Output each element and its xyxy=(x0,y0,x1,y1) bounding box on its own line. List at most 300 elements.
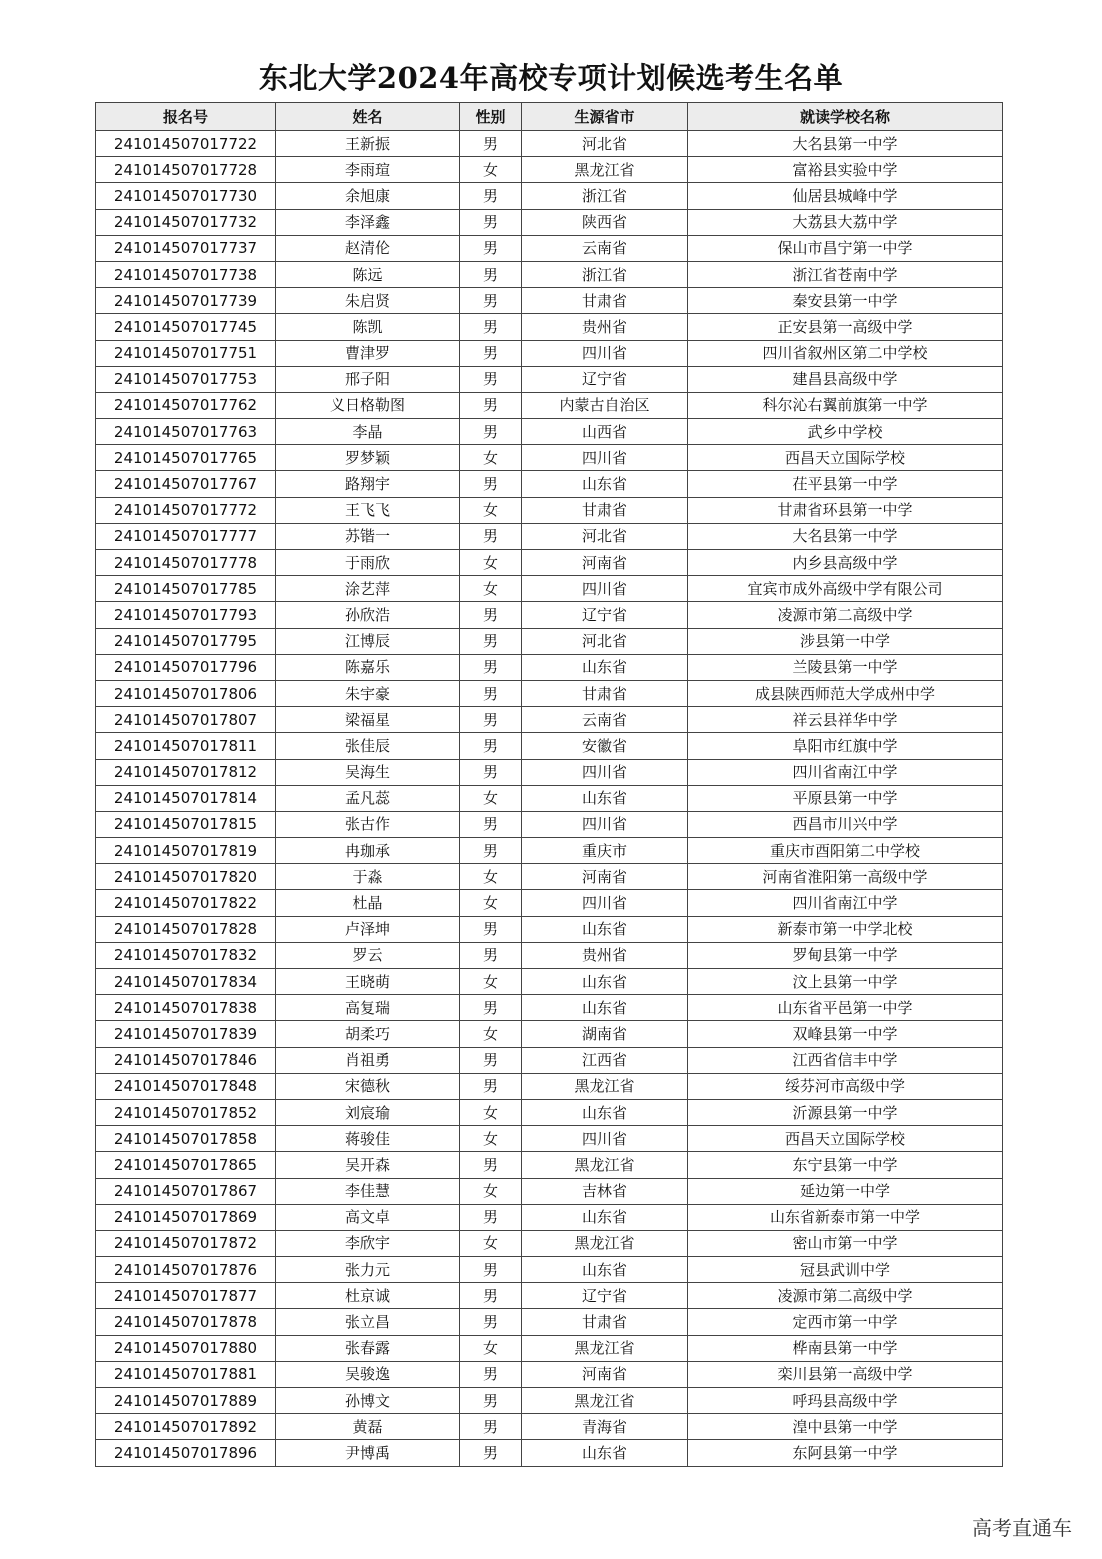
cell-gender: 男 xyxy=(460,209,522,235)
cell-province: 贵州省 xyxy=(522,314,688,340)
cell-province: 江西省 xyxy=(522,1047,688,1073)
cell-gender: 男 xyxy=(460,392,522,418)
cell-school: 江西省信丰中学 xyxy=(688,1047,1003,1073)
table-row xyxy=(96,654,1003,680)
watermark-text: 高考直通车 xyxy=(972,1516,1072,1540)
cell-registration-no: 241014507017881 xyxy=(96,1361,276,1387)
cell-gender: 男 xyxy=(460,471,522,497)
table-row xyxy=(96,497,1003,523)
cell-name: 朱宇豪 xyxy=(276,680,460,706)
cell-name: 宋德秋 xyxy=(276,1073,460,1099)
cell-school: 东阿县第一中学 xyxy=(688,1440,1003,1466)
cell-school: 汶上县第一中学 xyxy=(688,969,1003,995)
cell-name: 孙欣浩 xyxy=(276,602,460,628)
cell-province: 浙江省 xyxy=(522,183,688,209)
cell-name: 陈嘉乐 xyxy=(276,654,460,680)
cell-gender: 男 xyxy=(460,1073,522,1099)
cell-province: 河北省 xyxy=(522,628,688,654)
cell-province: 辽宁省 xyxy=(522,602,688,628)
cell-gender: 男 xyxy=(460,733,522,759)
cell-name: 王新振 xyxy=(276,131,460,157)
cell-registration-no: 241014507017762 xyxy=(96,392,276,418)
table-row xyxy=(96,366,1003,392)
cell-gender: 女 xyxy=(460,1335,522,1361)
cell-registration-no: 241014507017865 xyxy=(96,1152,276,1178)
cell-province: 四川省 xyxy=(522,759,688,785)
cell-gender: 男 xyxy=(460,916,522,942)
cell-gender: 女 xyxy=(460,1230,522,1256)
cell-school: 西昌天立国际学校 xyxy=(688,445,1003,471)
cell-registration-no: 241014507017778 xyxy=(96,550,276,576)
cell-school: 祥云县祥华中学 xyxy=(688,707,1003,733)
table-header-row xyxy=(96,103,1003,131)
cell-school: 大荔县大荔中学 xyxy=(688,209,1003,235)
cell-gender: 男 xyxy=(460,1388,522,1414)
cell-name: 刘宸瑜 xyxy=(276,1099,460,1125)
cell-name: 赵清伦 xyxy=(276,235,460,261)
cell-gender: 女 xyxy=(460,969,522,995)
cell-registration-no: 241014507017777 xyxy=(96,523,276,549)
cell-registration-no: 241014507017852 xyxy=(96,1099,276,1125)
column-header-province: 生源省市 xyxy=(522,103,688,131)
cell-province: 河南省 xyxy=(522,550,688,576)
cell-province: 山东省 xyxy=(522,654,688,680)
cell-name: 罗梦颖 xyxy=(276,445,460,471)
cell-school: 阜阳市红旗中学 xyxy=(688,733,1003,759)
cell-school: 重庆市酉阳第二中学校 xyxy=(688,838,1003,864)
cell-registration-no: 241014507017728 xyxy=(96,157,276,183)
table-row xyxy=(96,942,1003,968)
table-row xyxy=(96,157,1003,183)
cell-registration-no: 241014507017869 xyxy=(96,1204,276,1230)
table-row xyxy=(96,628,1003,654)
cell-registration-no: 241014507017737 xyxy=(96,235,276,261)
table-row xyxy=(96,471,1003,497)
table-row xyxy=(96,785,1003,811)
cell-school: 新泰市第一中学北校 xyxy=(688,916,1003,942)
cell-school: 平原县第一中学 xyxy=(688,785,1003,811)
cell-registration-no: 241014507017732 xyxy=(96,209,276,235)
table-row xyxy=(96,314,1003,340)
cell-province: 黑龙江省 xyxy=(522,1152,688,1178)
cell-name: 于淼 xyxy=(276,864,460,890)
cell-gender: 女 xyxy=(460,864,522,890)
cell-registration-no: 241014507017867 xyxy=(96,1178,276,1204)
cell-school: 仙居县城峰中学 xyxy=(688,183,1003,209)
cell-registration-no: 241014507017872 xyxy=(96,1230,276,1256)
cell-gender: 男 xyxy=(460,183,522,209)
cell-province: 山东省 xyxy=(522,995,688,1021)
cell-registration-no: 241014507017876 xyxy=(96,1257,276,1283)
cell-registration-no: 241014507017772 xyxy=(96,497,276,523)
table-row xyxy=(96,131,1003,157)
cell-registration-no: 241014507017785 xyxy=(96,576,276,602)
cell-registration-no: 241014507017848 xyxy=(96,1073,276,1099)
cell-name: 李欣宇 xyxy=(276,1230,460,1256)
cell-school: 定西市第一中学 xyxy=(688,1309,1003,1335)
cell-gender: 男 xyxy=(460,759,522,785)
cell-province: 山西省 xyxy=(522,419,688,445)
cell-registration-no: 241014507017795 xyxy=(96,628,276,654)
cell-province: 黑龙江省 xyxy=(522,1388,688,1414)
cell-registration-no: 241014507017839 xyxy=(96,1021,276,1047)
cell-registration-no: 241014507017889 xyxy=(96,1388,276,1414)
cell-province: 贵州省 xyxy=(522,942,688,968)
cell-school: 成县陕西师范大学成州中学 xyxy=(688,680,1003,706)
cell-school: 四川省叙州区第二中学校 xyxy=(688,340,1003,366)
cell-province: 河北省 xyxy=(522,131,688,157)
cell-name: 罗云 xyxy=(276,942,460,968)
cell-registration-no: 241014507017838 xyxy=(96,995,276,1021)
table-row xyxy=(96,261,1003,287)
cell-school: 栾川县第一高级中学 xyxy=(688,1361,1003,1387)
cell-name: 张古作 xyxy=(276,811,460,837)
cell-name: 胡柔巧 xyxy=(276,1021,460,1047)
cell-registration-no: 241014507017730 xyxy=(96,183,276,209)
cell-registration-no: 241014507017751 xyxy=(96,340,276,366)
cell-registration-no: 241014507017832 xyxy=(96,942,276,968)
cell-school: 甘肃省环县第一中学 xyxy=(688,497,1003,523)
cell-school: 绥芬河市高级中学 xyxy=(688,1073,1003,1099)
cell-gender: 男 xyxy=(460,680,522,706)
cell-name: 陈远 xyxy=(276,261,460,287)
cell-school: 浙江省苍南中学 xyxy=(688,261,1003,287)
column-header-school: 就读学校名称 xyxy=(688,103,1003,131)
cell-school: 山东省平邑第一中学 xyxy=(688,995,1003,1021)
cell-name: 余旭康 xyxy=(276,183,460,209)
cell-school: 湟中县第一中学 xyxy=(688,1414,1003,1440)
cell-gender: 男 xyxy=(460,366,522,392)
cell-province: 安徽省 xyxy=(522,733,688,759)
cell-name: 陈凯 xyxy=(276,314,460,340)
table-row xyxy=(96,445,1003,471)
cell-gender: 男 xyxy=(460,1361,522,1387)
cell-registration-no: 241014507017892 xyxy=(96,1414,276,1440)
cell-province: 山东省 xyxy=(522,1099,688,1125)
cell-name: 张立昌 xyxy=(276,1309,460,1335)
cell-school: 冠县武训中学 xyxy=(688,1257,1003,1283)
table-row xyxy=(96,759,1003,785)
cell-registration-no: 241014507017806 xyxy=(96,680,276,706)
cell-gender: 女 xyxy=(460,157,522,183)
cell-province: 黑龙江省 xyxy=(522,1073,688,1099)
cell-name: 冉珈承 xyxy=(276,838,460,864)
cell-school: 西昌天立国际学校 xyxy=(688,1126,1003,1152)
table-row xyxy=(96,1152,1003,1178)
cell-registration-no: 241014507017814 xyxy=(96,785,276,811)
cell-school: 四川省南江中学 xyxy=(688,890,1003,916)
cell-school: 东宁县第一中学 xyxy=(688,1152,1003,1178)
cell-registration-no: 241014507017807 xyxy=(96,707,276,733)
table-row xyxy=(96,1047,1003,1073)
cell-school: 桦南县第一中学 xyxy=(688,1335,1003,1361)
cell-gender: 女 xyxy=(460,890,522,916)
cell-registration-no: 241014507017796 xyxy=(96,654,276,680)
cell-name: 张力元 xyxy=(276,1257,460,1283)
table-row xyxy=(96,811,1003,837)
cell-gender: 男 xyxy=(460,1047,522,1073)
cell-registration-no: 241014507017722 xyxy=(96,131,276,157)
cell-name: 朱启贤 xyxy=(276,288,460,314)
cell-gender: 男 xyxy=(460,1440,522,1466)
cell-gender: 男 xyxy=(460,131,522,157)
cell-province: 四川省 xyxy=(522,811,688,837)
cell-name: 蒋骏佳 xyxy=(276,1126,460,1152)
cell-registration-no: 241014507017828 xyxy=(96,916,276,942)
cell-province: 四川省 xyxy=(522,576,688,602)
cell-gender: 女 xyxy=(460,497,522,523)
cell-name: 杜京诚 xyxy=(276,1283,460,1309)
cell-gender: 男 xyxy=(460,628,522,654)
cell-school: 西昌市川兴中学 xyxy=(688,811,1003,837)
cell-school: 富裕县实验中学 xyxy=(688,157,1003,183)
cell-province: 山东省 xyxy=(522,1257,688,1283)
cell-school: 双峰县第一中学 xyxy=(688,1021,1003,1047)
cell-gender: 女 xyxy=(460,445,522,471)
cell-registration-no: 241014507017738 xyxy=(96,261,276,287)
cell-name: 路翔宇 xyxy=(276,471,460,497)
cell-gender: 男 xyxy=(460,1257,522,1283)
cell-school: 密山市第一中学 xyxy=(688,1230,1003,1256)
table-row xyxy=(96,680,1003,706)
cell-name: 吴海生 xyxy=(276,759,460,785)
cell-gender: 男 xyxy=(460,838,522,864)
cell-province: 甘肃省 xyxy=(522,1309,688,1335)
cell-name: 高复瑞 xyxy=(276,995,460,1021)
cell-school: 建昌县高级中学 xyxy=(688,366,1003,392)
cell-school: 宜宾市成外高级中学有限公司 xyxy=(688,576,1003,602)
cell-gender: 男 xyxy=(460,1309,522,1335)
cell-gender: 男 xyxy=(460,1414,522,1440)
cell-name: 王晓萌 xyxy=(276,969,460,995)
cell-province: 青海省 xyxy=(522,1414,688,1440)
cell-name: 肖祖勇 xyxy=(276,1047,460,1073)
cell-province: 河南省 xyxy=(522,864,688,890)
cell-name: 尹博禹 xyxy=(276,1440,460,1466)
cell-province: 山东省 xyxy=(522,1204,688,1230)
cell-school: 涉县第一中学 xyxy=(688,628,1003,654)
cell-province: 吉林省 xyxy=(522,1178,688,1204)
cell-name: 张春露 xyxy=(276,1335,460,1361)
table-row xyxy=(96,419,1003,445)
table-row xyxy=(96,707,1003,733)
cell-school: 科尔沁右翼前旗第一中学 xyxy=(688,392,1003,418)
table-row xyxy=(96,1335,1003,1361)
cell-registration-no: 241014507017753 xyxy=(96,366,276,392)
cell-school: 秦安县第一中学 xyxy=(688,288,1003,314)
cell-province: 山东省 xyxy=(522,1440,688,1466)
cell-province: 黑龙江省 xyxy=(522,1335,688,1361)
table-row xyxy=(96,602,1003,628)
cell-province: 四川省 xyxy=(522,1126,688,1152)
cell-school: 呼玛县高级中学 xyxy=(688,1388,1003,1414)
cell-name: 孙博文 xyxy=(276,1388,460,1414)
table-row xyxy=(96,1204,1003,1230)
cell-registration-no: 241014507017896 xyxy=(96,1440,276,1466)
cell-province: 山东省 xyxy=(522,785,688,811)
cell-registration-no: 241014507017822 xyxy=(96,890,276,916)
cell-gender: 男 xyxy=(460,288,522,314)
cell-registration-no: 241014507017767 xyxy=(96,471,276,497)
cell-name: 苏锴一 xyxy=(276,523,460,549)
cell-registration-no: 241014507017820 xyxy=(96,864,276,890)
table-row xyxy=(96,1021,1003,1047)
cell-gender: 男 xyxy=(460,261,522,287)
table-row xyxy=(96,838,1003,864)
table-row xyxy=(96,1440,1003,1466)
table-row xyxy=(96,1178,1003,1204)
cell-gender: 男 xyxy=(460,314,522,340)
cell-gender: 男 xyxy=(460,995,522,1021)
cell-registration-no: 241014507017878 xyxy=(96,1309,276,1335)
cell-gender: 男 xyxy=(460,1283,522,1309)
cell-registration-no: 241014507017739 xyxy=(96,288,276,314)
cell-province: 云南省 xyxy=(522,235,688,261)
page-title: 东北大学2024年高校专项计划候选考生名单 xyxy=(258,61,844,95)
cell-name: 义日格勒图 xyxy=(276,392,460,418)
cell-name: 卢泽坤 xyxy=(276,916,460,942)
table-row xyxy=(96,183,1003,209)
table-row xyxy=(96,916,1003,942)
column-header-gender: 性别 xyxy=(460,103,522,131)
cell-school: 沂源县第一中学 xyxy=(688,1099,1003,1125)
cell-gender: 女 xyxy=(460,550,522,576)
cell-province: 山东省 xyxy=(522,471,688,497)
cell-province: 重庆市 xyxy=(522,838,688,864)
cell-name: 王飞飞 xyxy=(276,497,460,523)
table-row xyxy=(96,235,1003,261)
table-row xyxy=(96,1099,1003,1125)
cell-name: 梁福星 xyxy=(276,707,460,733)
cell-gender: 男 xyxy=(460,707,522,733)
cell-school: 武乡中学校 xyxy=(688,419,1003,445)
cell-school: 四川省南江中学 xyxy=(688,759,1003,785)
cell-province: 甘肃省 xyxy=(522,497,688,523)
cell-name: 吴骏逸 xyxy=(276,1361,460,1387)
cell-province: 四川省 xyxy=(522,445,688,471)
table-row xyxy=(96,1414,1003,1440)
cell-registration-no: 241014507017812 xyxy=(96,759,276,785)
cell-province: 河南省 xyxy=(522,1361,688,1387)
cell-province: 山东省 xyxy=(522,916,688,942)
table-row xyxy=(96,733,1003,759)
table-row xyxy=(96,1361,1003,1387)
cell-registration-no: 241014507017819 xyxy=(96,838,276,864)
cell-school: 内乡县高级中学 xyxy=(688,550,1003,576)
cell-name: 邢子阳 xyxy=(276,366,460,392)
table-row xyxy=(96,340,1003,366)
table-row xyxy=(96,1283,1003,1309)
cell-province: 甘肃省 xyxy=(522,680,688,706)
cell-registration-no: 241014507017763 xyxy=(96,419,276,445)
cell-school: 保山市昌宁第一中学 xyxy=(688,235,1003,261)
cell-school: 大名县第一中学 xyxy=(688,523,1003,549)
table-row xyxy=(96,969,1003,995)
table-row xyxy=(96,523,1003,549)
cell-gender: 女 xyxy=(460,1021,522,1047)
table-row xyxy=(96,890,1003,916)
cell-registration-no: 241014507017745 xyxy=(96,314,276,340)
cell-name: 吴开森 xyxy=(276,1152,460,1178)
cell-name: 李泽鑫 xyxy=(276,209,460,235)
cell-name: 曹津罗 xyxy=(276,340,460,366)
cell-gender: 男 xyxy=(460,1204,522,1230)
cell-registration-no: 241014507017811 xyxy=(96,733,276,759)
cell-name: 江博辰 xyxy=(276,628,460,654)
cell-province: 云南省 xyxy=(522,707,688,733)
cell-gender: 女 xyxy=(460,1099,522,1125)
column-header-registration-no: 报名号 xyxy=(96,103,276,131)
cell-name: 孟凡蕊 xyxy=(276,785,460,811)
cell-name: 杜晶 xyxy=(276,890,460,916)
cell-province: 陕西省 xyxy=(522,209,688,235)
table-row xyxy=(96,1230,1003,1256)
cell-province: 黑龙江省 xyxy=(522,157,688,183)
table-row xyxy=(96,392,1003,418)
cell-gender: 男 xyxy=(460,942,522,968)
cell-gender: 男 xyxy=(460,602,522,628)
candidate-table xyxy=(95,102,1003,1467)
cell-gender: 女 xyxy=(460,1178,522,1204)
cell-school: 罗甸县第一中学 xyxy=(688,942,1003,968)
table-row xyxy=(96,1126,1003,1152)
table-row xyxy=(96,288,1003,314)
cell-gender: 男 xyxy=(460,235,522,261)
cell-registration-no: 241014507017877 xyxy=(96,1283,276,1309)
cell-gender: 男 xyxy=(460,340,522,366)
cell-gender: 男 xyxy=(460,1152,522,1178)
cell-school: 河南省淮阳第一高级中学 xyxy=(688,864,1003,890)
cell-province: 甘肃省 xyxy=(522,288,688,314)
column-header-name: 姓名 xyxy=(276,103,460,131)
table-row xyxy=(96,1073,1003,1099)
table-row xyxy=(96,576,1003,602)
cell-gender: 女 xyxy=(460,785,522,811)
cell-gender: 女 xyxy=(460,1126,522,1152)
cell-name: 李佳慧 xyxy=(276,1178,460,1204)
cell-province: 黑龙江省 xyxy=(522,1230,688,1256)
cell-name: 高文卓 xyxy=(276,1204,460,1230)
cell-gender: 男 xyxy=(460,654,522,680)
cell-registration-no: 241014507017858 xyxy=(96,1126,276,1152)
cell-gender: 男 xyxy=(460,811,522,837)
table-row xyxy=(96,550,1003,576)
cell-registration-no: 241014507017815 xyxy=(96,811,276,837)
cell-name: 张佳辰 xyxy=(276,733,460,759)
cell-gender: 女 xyxy=(460,576,522,602)
cell-gender: 男 xyxy=(460,523,522,549)
table-row xyxy=(96,1388,1003,1414)
cell-province: 四川省 xyxy=(522,340,688,366)
table-body xyxy=(96,131,1003,1467)
cell-school: 正安县第一高级中学 xyxy=(688,314,1003,340)
table-row xyxy=(96,1257,1003,1283)
cell-gender: 男 xyxy=(460,419,522,445)
cell-registration-no: 241014507017880 xyxy=(96,1335,276,1361)
cell-province: 辽宁省 xyxy=(522,366,688,392)
cell-registration-no: 241014507017765 xyxy=(96,445,276,471)
cell-school: 凌源市第二高级中学 xyxy=(688,1283,1003,1309)
cell-province: 河北省 xyxy=(522,523,688,549)
cell-province: 山东省 xyxy=(522,969,688,995)
cell-school: 兰陵县第一中学 xyxy=(688,654,1003,680)
cell-province: 内蒙古自治区 xyxy=(522,392,688,418)
cell-registration-no: 241014507017846 xyxy=(96,1047,276,1073)
cell-registration-no: 241014507017793 xyxy=(96,602,276,628)
table-row xyxy=(96,209,1003,235)
cell-school: 大名县第一中学 xyxy=(688,131,1003,157)
table-row xyxy=(96,995,1003,1021)
